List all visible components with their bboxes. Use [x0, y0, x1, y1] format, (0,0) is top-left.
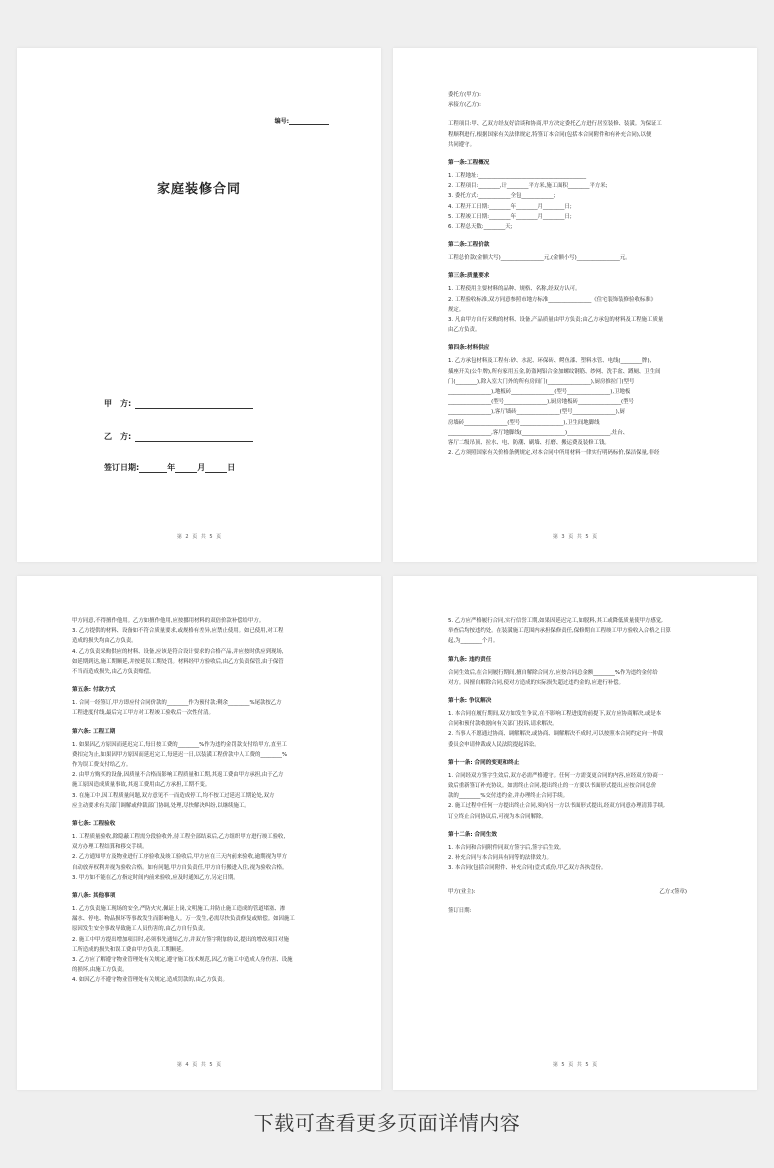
section-heading: 第一条:工程概况: [448, 160, 490, 167]
section-heading: 第十二条: 合同生效: [448, 831, 497, 838]
clause-line: 工所造成的损失和误工费由甲方负责,工期顺延。: [72, 946, 187, 953]
clause-line: 2. 施工中甲方提出增加项目时,必须事先通知乙方,并双方签字附加协议,提出的增改项目对施: [72, 936, 289, 943]
clause-line: 3. 甲方如不能在乙方指定时间内前来验收,应及时通知乙方,另定日期。: [72, 874, 239, 881]
sign-date-label: 签订日期:: [104, 463, 140, 472]
party-b-field: [104, 431, 253, 442]
contract-page-4: [17, 576, 381, 1090]
section-heading: 第九条: 违约责任: [448, 656, 492, 663]
clause-line: 1. 本合同在履行期间,双方如发生争议,在不影响工程进度的前提下,双方应协商解决,或是本: [448, 711, 662, 718]
clause-line: ________________,客厅地脚线(________________)________________,灶台、: [448, 429, 629, 436]
clause-line: 4. 工程开工日期:________年________月________日;: [448, 203, 572, 210]
clause-line: 不当而造成损失,由乙方负责赔偿。: [72, 669, 155, 676]
clause-line: 2. 施工过程中任何一方提出终止合同,须向另一方以书面形式提出,经双方同意办理清算手续,: [448, 803, 665, 810]
contract-page-5: [393, 576, 757, 1090]
clause-line: 1. 乙方承包材料及工程有:砂、水泥、环保砖、鳄鱼漆、塑料水管、电线(________牌),: [448, 358, 652, 365]
client-line: 委托方(甲方):: [448, 92, 481, 98]
clause-line: 2. 工程验收标准,双方同意参照市地方标准________________《住宅装饰装修验收标准》: [448, 296, 657, 303]
clause-line: 5. 乙方应严格履行合同,实行信誉工期,如果因延迟完工,如脱料,其工或降低质量使甲方感觉,: [448, 618, 663, 624]
clause-line: 起,为________个月。: [448, 638, 499, 645]
clause-line: 3. 凡由甲方自行采购的材料、设备,产品质量由甲方负责;由乙方承包的材料及工程施工质量: [448, 317, 664, 324]
clause-line: 2. 由甲方购买的设备,因质量不合格而影响工程质量和工期,其返工费由甲方承担,由于乙方: [72, 772, 284, 779]
month-label: 月: [197, 463, 206, 472]
sign-date-field: [104, 462, 235, 473]
document-title: 家庭装修合同: [156, 182, 241, 197]
clause-line: 1. 如果因乙方原因而延迟完工,每日按工费的________%作为违约金罚款支付给甲方,直至工: [72, 741, 287, 748]
clause-line: 漏水、停电、物品损坏等事故发生而影响他人。万一发生,必需尽快负责修复或赔偿。如因施工: [72, 916, 295, 923]
clause-line: 甲方同意,不得擅作他用。乙方如擅作他用,应按挪用材料的双倍价款补偿给甲方。: [72, 618, 265, 624]
clause-line: 款的________%交付违约金,并办理终止合同手续。: [448, 793, 569, 800]
party-b-label: 乙 方:: [104, 432, 132, 441]
clause-line: 双方办理工程结算和移交手续。: [72, 844, 148, 851]
preamble-line: 程顺利进行,根据国家有关法律规定,特签订本合同(包括本合同附件和有补充合同),以便: [448, 131, 652, 138]
clause-line: 3. 乙方应了解遵守物业管理处有关规定,遵守施工技术规范,因乙方施工中造成人身伤害、设施: [72, 957, 293, 964]
clause-line: 施工原因造成质量事故,其返工费用由乙方承担,工期不变。: [72, 782, 211, 789]
section-heading: 第十条: 争议解决: [448, 698, 492, 705]
party-b-blank: [135, 433, 253, 442]
contract-number-label: 编号:: [274, 118, 289, 125]
download-caption: 下载可查看更多页面详情内容: [253, 1111, 521, 1135]
clause-line: 2. 当事人不愿通过协商、调解解决,或协商、调解解决不成时,可以按照本合同约定向一仲裁: [448, 731, 664, 738]
party-a-blank: [135, 400, 253, 409]
clause-line: 1. 合同经双方签字生效后,双方必需严格遵守。任何一方需变更合同的内容,应经双方协商一: [448, 772, 664, 779]
section-heading: 第六条: 工程工期: [72, 728, 116, 735]
page-footer: 第 3 页 共 5 页: [552, 534, 598, 540]
clause-line: 插座开关(公牛牌),所有家用五金,防盗网铝合金加螺纹钢筋、纱网、洗手盆、蹲厕、卫生间: [448, 368, 661, 375]
clause-line: 客厅二级吊顶、拉水、电、防潮、刷墙、打磨、搬运费及装修工钱。: [448, 440, 610, 447]
clause-line: 工程总价款(金额大写)________________元,(金额小写)________________元。: [448, 255, 631, 262]
preamble-line: 共同遵守。: [448, 141, 475, 148]
clause-line: 对方。因擅自解除合同,使对方造成的实际损失超过违约金的,应进行补偿。: [448, 679, 624, 686]
sign-date-line: 签订日期:: [448, 907, 472, 914]
party-a-label: 甲 方:: [104, 399, 132, 408]
clause-line: 2. 补充合同与本合同具有同等的法律效力。: [448, 855, 552, 862]
party-b-signature: 乙方:(签章): [659, 889, 687, 896]
clause-line: 1. 乙方负责施工现场的安全,严防火灾,佩证上岗,文明施工,并防止施工造成的管道堵塞、渗: [72, 906, 286, 913]
contract-number-blank: [289, 118, 329, 125]
clause-line: 3. 委托方式:____________全包____________;: [448, 193, 556, 200]
clause-line: 由乙方负责。: [448, 327, 481, 334]
clause-line: 5. 工程竣工日期:________年________月________日;: [448, 213, 572, 220]
clause-line: 2. 工程项目:________,计________平方米,施工面积________平方米;: [448, 183, 608, 190]
clause-line: 委员会申请仲裁或人民法院提起诉讼。: [448, 741, 540, 748]
clause-line: 1. 工程质量验收,除隐蔽工程需分段验收外,待工程全部结束后,乙方组织甲方进行竣工验收,: [72, 834, 286, 841]
clause-line: 致后重新签订补充协议。如需终止合同,提出终止的一方要以书面形式提出,应按合同总价: [448, 783, 657, 790]
clause-line: 订立终止合同协议后,可视为本合同解除。: [448, 813, 547, 820]
clause-line: 的损坏,由施工方负责。: [72, 967, 128, 974]
contractor-line: 承接方(乙方):: [448, 102, 481, 109]
clause-line: 费扣完为止,如果因甲方原因而延迟完工,每延迟一日,以装潢工程价款中人工费的________%: [72, 751, 288, 758]
clause-line: 1. 本合同和合同附件同双方签字后,签字后生效。: [448, 844, 565, 851]
clause-line: 1. 工程使用主要材料的品种、规格、名称,经双方认可。: [448, 286, 581, 293]
year-label: 年: [167, 463, 176, 472]
section-heading: 第三条:质量要求: [448, 273, 490, 280]
clause-line: 举查后均按违约处。在装潢施工范围内承担保修责任,保修期自工程竣工甲方验收入合格之日算: [448, 628, 671, 635]
clause-line: 合同生效后,在合同履行期间,擅自解除合同方,应按合同总金额________%作为违约金付给: [448, 669, 658, 676]
clause-line: 造成的损失均由乙方负责。: [72, 638, 137, 645]
clause-line: 4. 乙方负责采购供应的材料、设备,应该是符合设计要求的合格产品,并应按时供应到现场,: [72, 648, 284, 655]
section-heading: 第十一条: 合同的变更和终止: [448, 759, 520, 766]
clause-line: 如延期到达,施工期顺延,并按延误工期处罚。材料经甲方验收后,由乙方负责保管,由于保管: [72, 658, 284, 665]
clause-line: ________________),客厅墙砖________________(型号________________),厨: [448, 409, 625, 416]
clause-line: 3. 本合同(包括合同附件、补充合同)壹式贰份,甲乙双方各执壹份。: [448, 865, 607, 872]
clause-line: 2. 乙方通知甲方及物业进行工序验收及竣工验收后,甲方应在三天内前来验收,逾期视为甲方: [72, 854, 288, 861]
contract-page-3: [393, 48, 757, 562]
party-a-field: [104, 398, 253, 409]
clause-line: 工程进度付线,最后完工甲方对工程竣工验收后一次性付清。: [72, 710, 214, 717]
section-heading: 第二条:工程价款: [448, 242, 490, 249]
clause-line: 6. 工程总天数:________天;: [448, 224, 513, 231]
section-heading: 第五条: 付款方式: [72, 687, 116, 694]
day-label: 日: [227, 463, 236, 472]
page-footer: 第 4 页 共 5 页: [176, 1062, 222, 1068]
clause-line: ________________(型号________________),厨房地板砖________________(型号: [448, 399, 634, 406]
clause-line: 1. 工程地址:________________________________________: [448, 173, 587, 180]
preamble-line: 工程项目:甲、乙双方经友好洽谈和协商,甲方决定委托乙方进行居室装修、装潢。为保证工: [448, 121, 662, 128]
page-footer: 第 2 页 共 5 页: [176, 534, 222, 540]
clause-line: 原因发生安全事故导致施工人员伤害的,由乙方自行负责。: [72, 926, 209, 933]
clause-line: 3. 乙方提供的材料、设备如不符合质量要求,或规格有差异,应禁止使用。如已使用,对工程: [72, 628, 284, 635]
clause-line: 自动放弃权利并视为验收合格。如有问题,甲方自负责任,甲方自行搬进入住,视为验收合格。: [72, 864, 288, 871]
page-footer: 第 5 页 共 5 页: [552, 1062, 598, 1068]
clause-line: 合同和预付款收据向有关部门投诉,请求解决。: [448, 721, 558, 728]
clause-line: 门(________),除入室大门外的所有房间门(________________),厨房推拉门(型号: [448, 378, 635, 385]
party-a-signature: 甲方(业主):: [448, 889, 476, 896]
clause-line: 作为误工费支付给乙方。: [72, 762, 132, 769]
clause-line: 规定。: [448, 306, 465, 313]
clause-line: ________________),地板砖________________(型号________________),卫地板: [448, 389, 631, 396]
section-heading: 第八条: 其他事项: [72, 893, 116, 900]
clause-line: 3. 在施工中,因工程质量问题,双方意见不一而造成停工,均不按工过延迟工期论处,双方: [72, 792, 275, 799]
clause-line: 房墙砖________________(型号________________),卫生间地脚线: [448, 419, 600, 426]
section-heading: 第七条: 工程验收: [72, 821, 116, 828]
contract-number-field: [275, 116, 329, 125]
signature-row: [448, 887, 705, 897]
clause-line: 2. 乙方须照国家有关价格条例规定,对本合同中所用材料一律实行明码标价,保洁保量,非经: [448, 450, 660, 457]
contract-cover-page: [17, 48, 381, 562]
clause-line: 应主动要求有关部门调解或仲裁部门协调,处理,尽快解决纠纷,以继续施工。: [72, 802, 250, 809]
clause-line: 4. 如因乙方不遵守物业管理处有关规定,造成罚款的,由乙方负责。: [72, 977, 228, 984]
section-heading: 第四条:材料供应: [448, 345, 490, 352]
clause-line: 1. 合同一经签订,甲方即应付合同价款的________作为预付款;剩余________%尾款按乙方: [72, 700, 282, 707]
